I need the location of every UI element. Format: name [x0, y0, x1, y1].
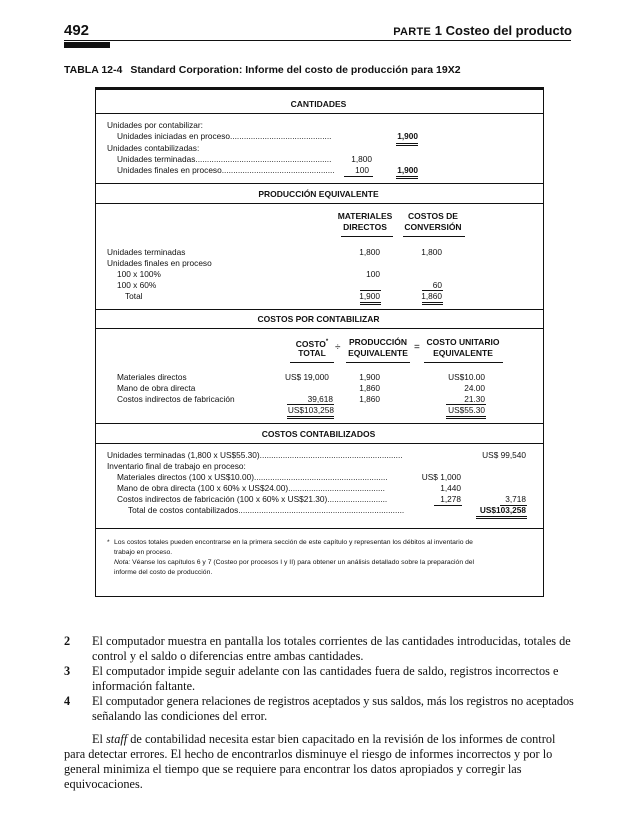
col-rule [341, 236, 393, 237]
closing-pre: El [92, 732, 107, 746]
pe-row-label: 100 x 100% [117, 269, 161, 279]
cc-inventario-label: Inventario final de trabajo en proceso: [107, 461, 246, 471]
label-terminadas: Unidades terminadas........................................................... [117, 154, 332, 164]
underline [476, 516, 527, 517]
col-costo-text: COSTO [295, 338, 326, 349]
cc-row-value: US$ 1,000 [421, 472, 461, 482]
divide-sign: ÷ [335, 342, 341, 353]
cc-row-value: 1,278 [440, 494, 461, 504]
footnote-star: * [107, 539, 110, 546]
col-produccion-l1: PRODUCCIÓN [348, 337, 408, 347]
pe-row-label: Total [125, 291, 143, 301]
pe-total-v1: 1,900 [359, 291, 380, 301]
section-heading-produccion: PRODUCCIÓN EQUIVALENTE [258, 189, 379, 199]
cc-row-label: Materiales directos (100 x US$10.00).......................................................... [117, 472, 388, 482]
cpc-row-unit: 21.30 [464, 394, 485, 404]
header-rule [64, 40, 571, 41]
pe-row-v2: 1,800 [421, 247, 442, 257]
cpc-row-label: Costos indirectos de fabricación [117, 394, 235, 404]
col-rule [424, 362, 503, 363]
underline [396, 176, 418, 177]
list-item-line2: control y el saldo o diferencias entre ambas cantidades. [92, 649, 364, 663]
footnote-line2: trabajo en proceso. [114, 549, 173, 556]
table-number: TABLA 12-4 [64, 64, 123, 76]
cpc-row-unit: 24.00 [464, 383, 485, 393]
cc-row-label: Mano de obra directa (100 x 60% x US$24.00).......................................... [117, 483, 385, 493]
section-rule [95, 203, 544, 204]
section-rule [95, 183, 544, 184]
list-item-line1: El computador genera relaciones de registros aceptados y sus saldos, más los registros no aceptados [92, 694, 574, 708]
closing-paragraph-line2: para detectar errores. El hecho de encontrarlos disminuye el riesgo de informes incorrectos y por lo [64, 747, 553, 761]
underline [422, 302, 443, 303]
col-rule [346, 362, 410, 363]
underline [446, 418, 486, 419]
table-top-bar [95, 87, 544, 90]
section-rule [95, 328, 544, 329]
cpc-row-total: 39,618 [307, 394, 333, 404]
section-heading-cantidades: CANTIDADES [290, 99, 347, 109]
col-produccion-l2: EQUIVALENTE [348, 348, 408, 358]
pe-total-v2: 1,860 [421, 291, 442, 301]
table-caption [64, 64, 461, 76]
cc-inventario-total: 3,718 [505, 494, 526, 504]
section-rule [95, 443, 544, 444]
label-finales: Unidades finales en proceso................................................. [117, 165, 335, 175]
footnote-rule [95, 528, 544, 529]
section-heading-contabilizados: COSTOS CONTABILIZADOS [261, 429, 376, 439]
footnote-note-line1 [114, 558, 474, 567]
cpc-row-unit: US$10.00 [448, 372, 485, 382]
footnote-note-line2: informe del costo de producción. [114, 569, 213, 576]
col-costo-unitario-l1: COSTO UNITARIO [426, 337, 500, 347]
note-text: Véanse los capítulos 6 y 7 (Costeo por procesos I y II) para obtener un análisis detallado sobre la preparación del [130, 559, 475, 566]
label-iniciadas: Unidades iniciadas en proceso............................................ [117, 131, 332, 141]
pe-row-v1: 100 [366, 269, 380, 279]
section-heading-costos-por: COSTOS POR CONTABILIZAR [257, 314, 380, 324]
pe-row-v1: 1,800 [359, 247, 380, 257]
running-header [393, 23, 572, 38]
cc-total-value: US$103,258 [479, 505, 526, 515]
underline [344, 176, 373, 177]
page-number: 492 [64, 22, 90, 39]
cc-terminadas-value: US$ 99,540 [482, 450, 526, 460]
underline [360, 304, 381, 305]
underline [446, 416, 486, 417]
equals-sign: = [414, 342, 420, 353]
list-item-line2: señalando las condiciones del error. [92, 709, 268, 723]
closing-staff: staff [106, 732, 128, 746]
cpc-row-eq: 1,860 [359, 383, 380, 393]
part-label-rest: 1 Costeo del producto [431, 23, 572, 38]
label-por-contabilizar: Unidades por contabilizar: [107, 120, 203, 130]
underline [360, 302, 381, 303]
value-iniciadas: 1,900 [397, 131, 418, 141]
value-terminadas: 1,800 [351, 154, 372, 164]
col-costo-unitario-l2: EQUIVALENTE [433, 348, 493, 358]
footnote-line1: Los costos totales pueden encontrarse en la primera sección de este capítulo y representan los débitos al inventario de [114, 539, 473, 546]
cc-row-value: 1,440 [440, 483, 461, 493]
col-rule [290, 362, 334, 363]
cpc-row-eq: 1,900 [359, 372, 380, 382]
list-item-line2: información faltante. [92, 679, 196, 693]
value-finales: 100 [355, 165, 369, 175]
pe-row-label: Unidades terminadas [107, 247, 186, 257]
underline [396, 178, 418, 179]
col-materiales-l1: MATERIALES [337, 211, 393, 221]
cpc-row-eq: 1,860 [359, 394, 380, 404]
closing-rest: de contabilidad necesita estar bien capacitado en la revisión de los informes de control [127, 732, 556, 746]
note-label: Nota: [114, 559, 131, 566]
section-rule [95, 309, 544, 310]
part-label-small-caps: PARTE [393, 26, 432, 38]
underline [287, 418, 334, 419]
cpc-total-total: US$103,258 [287, 405, 334, 415]
cc-terminadas-label: Unidades terminadas (1,800 x US$55.30).............................................................. [107, 450, 403, 460]
footnote-star: * [325, 339, 329, 345]
col-materiales-l2: DIRECTOS [343, 222, 387, 232]
value-total-cantidades: 1,900 [397, 165, 418, 175]
cpc-row-label: Mano de obra directa [117, 383, 196, 393]
label-contabilizadas: Unidades contabilizadas: [107, 143, 200, 153]
cc-row-label: Costos indirectos de fabricación (100 x 60% x US$21.30).......................... [117, 494, 388, 504]
col-rule [403, 236, 465, 237]
underline [396, 145, 418, 146]
col-conversion-l1: COSTOS DE [408, 211, 458, 221]
underline [396, 143, 418, 144]
underline [476, 518, 527, 519]
closing-paragraph-line4: equivocaciones. [64, 777, 143, 791]
col-conversion-l2: CONVERSIÓN [404, 222, 462, 232]
list-item-line1: El computador impide seguir adelante con las cantidades fuera de saldo, registros incorrectos e [92, 664, 559, 678]
pe-row-v2: 60 [432, 280, 442, 290]
pe-row-label: Unidades finales en proceso [107, 258, 212, 268]
cpc-row-label: Materiales directos [117, 372, 187, 382]
table-title: Standard Corporation: Informe del costo de producción para 19X2 [130, 64, 461, 76]
cpc-total-unit: US$55.30 [448, 405, 485, 415]
pe-row-label: 100 x 60% [117, 280, 157, 290]
col-costo-total-l2: TOTAL [298, 348, 326, 358]
underline [422, 304, 443, 305]
closing-paragraph-line1 [92, 732, 555, 747]
header-tab-mark [64, 42, 110, 48]
cc-total-label: Total de costos contabilizados........................................................................ [128, 505, 405, 515]
underline [287, 416, 334, 417]
cpc-row-total: US$ 19,000 [285, 372, 329, 382]
closing-paragraph-line3: general minimiza el tiempo que se requiere para encontrar los datos apropiados y corregir las [64, 762, 522, 776]
section-rule [95, 113, 544, 114]
section-rule [95, 423, 544, 424]
underline [434, 505, 462, 506]
list-number: 3 [64, 664, 71, 678]
list-item-line1: El computador muestra en pantalla los totales corrientes de las cantidades introducidas, totales de [92, 634, 571, 648]
list-number: 4 [64, 694, 71, 708]
list-number: 2 [64, 634, 71, 648]
